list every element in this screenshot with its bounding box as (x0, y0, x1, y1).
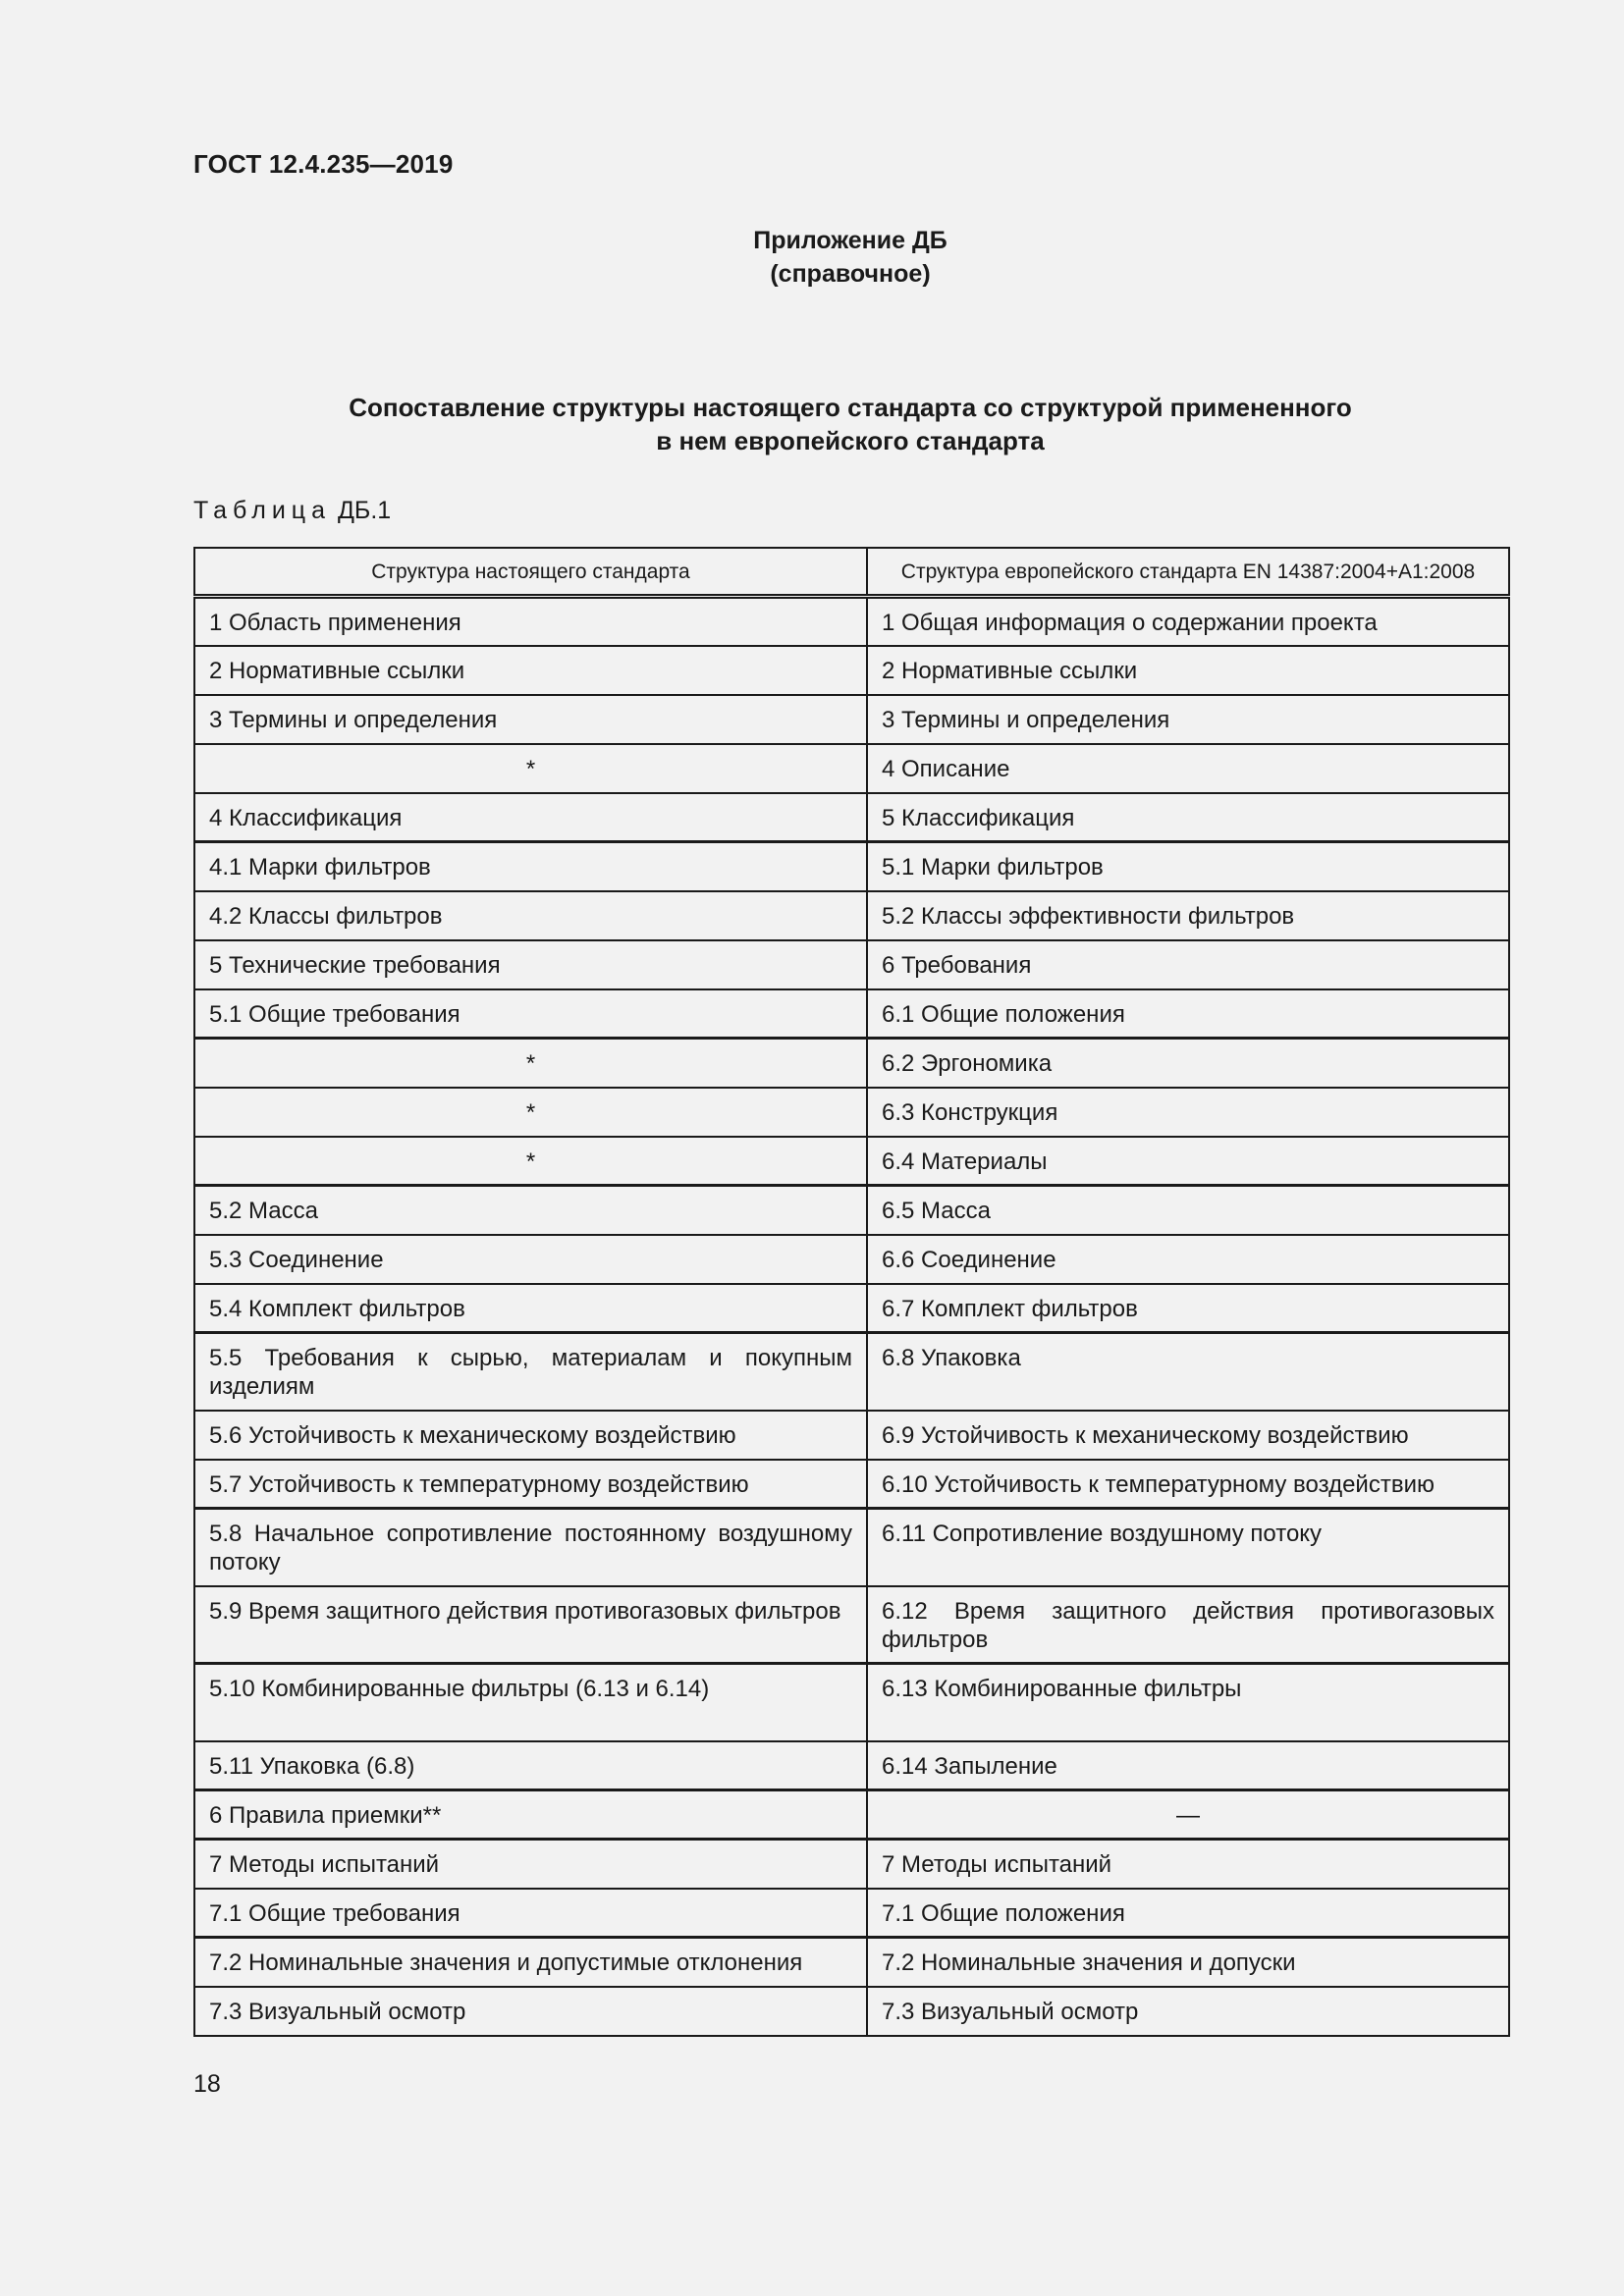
national-cell: * (194, 1039, 867, 1088)
table-row (194, 1137, 1509, 1186)
annex-subtitle: (справочное) (770, 260, 931, 288)
table-row (194, 1460, 1509, 1509)
national-cell: * (194, 1137, 867, 1186)
table-row (194, 1938, 1509, 1987)
european-cell: 5 Классификация (867, 793, 1509, 842)
table-caption (193, 497, 391, 525)
national-cell: 7.1 Общие требования (194, 1889, 867, 1938)
european-cell: 6.12 Время защитного действия противогазовых фильтров (867, 1586, 1509, 1664)
national-cell: 4 Классификация (194, 793, 867, 842)
european-cell: 6.1 Общие положения (867, 989, 1509, 1039)
national-cell: 5.8 Начальное сопротивление постоянному воздушному потоку (194, 1509, 867, 1586)
european-cell: 4 Описание (867, 744, 1509, 793)
national-cell: 5.7 Устойчивость к температурному воздействию (194, 1460, 867, 1509)
table-row (194, 646, 1509, 695)
european-cell: 6.7 Комплект фильтров (867, 1284, 1509, 1333)
column-header-national: Структура настоящего стандарта (194, 548, 867, 597)
national-cell: 5.9 Время защитного действия противогазовых фильтров (194, 1586, 867, 1664)
european-cell: 1 Общая информация о содержании проекта (867, 597, 1509, 646)
european-cell: 2 Нормативные ссылки (867, 646, 1509, 695)
european-cell: 6.10 Устойчивость к температурному воздействию (867, 1460, 1509, 1509)
section-heading-line-1: Сопоставление структуры настоящего стандарта со структурой примененного (349, 393, 1352, 422)
table-row (194, 1186, 1509, 1235)
table-row (194, 1235, 1509, 1284)
table-row (194, 1840, 1509, 1889)
national-cell: 3 Термины и определения (194, 695, 867, 744)
european-cell: 6 Требования (867, 940, 1509, 989)
european-cell: — (867, 1790, 1509, 1840)
table-row (194, 989, 1509, 1039)
european-cell: 6.11 Сопротивление воздушному потоку (867, 1509, 1509, 1586)
national-cell: 5.11 Упаковка (6.8) (194, 1741, 867, 1790)
european-cell: 7 Методы испытаний (867, 1840, 1509, 1889)
document-code: ГОСТ 12.4.235—2019 (193, 149, 454, 179)
structure-comparison-table (193, 547, 1510, 2037)
national-cell: 5.4 Комплект фильтров (194, 1284, 867, 1333)
table-row (194, 1790, 1509, 1840)
national-cell: 5.1 Общие требования (194, 989, 867, 1039)
european-cell: 6.5 Масса (867, 1186, 1509, 1235)
european-cell: 6.3 Конструкция (867, 1088, 1509, 1137)
table-row (194, 842, 1509, 891)
national-cell: * (194, 1088, 867, 1137)
table-row (194, 1987, 1509, 2036)
table-row (194, 793, 1509, 842)
national-cell: 6 Правила приемки** (194, 1790, 867, 1840)
annex-title: Приложение ДБ (753, 227, 947, 254)
european-cell: 5.1 Марки фильтров (867, 842, 1509, 891)
table-caption-word: Таблица (193, 497, 332, 524)
table-caption-number: ДБ.1 (337, 497, 392, 524)
national-cell: 1 Область применения (194, 597, 867, 646)
table-row (194, 1088, 1509, 1137)
table-row (194, 744, 1509, 793)
national-cell: 7 Методы испытаний (194, 1840, 867, 1889)
european-cell: 6.4 Материалы (867, 1137, 1509, 1186)
european-cell: 6.13 Комбинированные фильтры (867, 1664, 1509, 1741)
european-cell: 7.3 Визуальный осмотр (867, 1987, 1509, 2036)
table-row (194, 1284, 1509, 1333)
european-cell: 3 Термины и определения (867, 695, 1509, 744)
national-cell: 5.6 Устойчивость к механическому воздействию (194, 1411, 867, 1460)
national-cell: 5.3 Соединение (194, 1235, 867, 1284)
national-cell: 2 Нормативные ссылки (194, 646, 867, 695)
table-row (194, 1411, 1509, 1460)
national-cell: 5.5 Требования к сырью, материалам и покупным изделиям (194, 1333, 867, 1411)
page-number: 18 (193, 2070, 221, 2098)
table-row (194, 1509, 1509, 1586)
table-row (194, 1586, 1509, 1664)
national-cell: 4.1 Марки фильтров (194, 842, 867, 891)
section-heading-line-2: в нем европейского стандарта (656, 426, 1045, 455)
european-cell: 6.6 Соединение (867, 1235, 1509, 1284)
european-cell: 6.14 Запыление (867, 1741, 1509, 1790)
national-cell: 5 Технические требования (194, 940, 867, 989)
table-row (194, 1741, 1509, 1790)
european-cell: 6.8 Упаковка (867, 1333, 1509, 1411)
national-cell: 5.2 Масса (194, 1186, 867, 1235)
national-cell: 7.3 Визуальный осмотр (194, 1987, 867, 2036)
table-header-row (194, 548, 1509, 597)
european-cell: 6.9 Устойчивость к механическому воздействию (867, 1411, 1509, 1460)
table-row (194, 1039, 1509, 1088)
table-row (194, 597, 1509, 646)
european-cell: 7.1 Общие положения (867, 1889, 1509, 1938)
table-row (194, 1664, 1509, 1741)
european-cell: 5.2 Классы эффективности фильтров (867, 891, 1509, 940)
european-cell: 7.2 Номинальные значения и допуски (867, 1938, 1509, 1987)
table-row (194, 695, 1509, 744)
table-row (194, 940, 1509, 989)
annex-title-block (0, 224, 1624, 291)
table-row (194, 1889, 1509, 1938)
table-row (194, 1333, 1509, 1411)
european-cell: 6.2 Эргономика (867, 1039, 1509, 1088)
national-cell: 7.2 Номинальные значения и допустимые отклонения (194, 1938, 867, 1987)
column-header-european: Структура европейского стандарта EN 14387:2004+A1:2008 (867, 548, 1509, 597)
national-cell: 5.10 Комбинированные фильтры (6.13 и 6.14) (194, 1664, 867, 1741)
table-row (194, 891, 1509, 940)
national-cell: * (194, 744, 867, 793)
national-cell: 4.2 Классы фильтров (194, 891, 867, 940)
section-heading (0, 391, 1624, 457)
